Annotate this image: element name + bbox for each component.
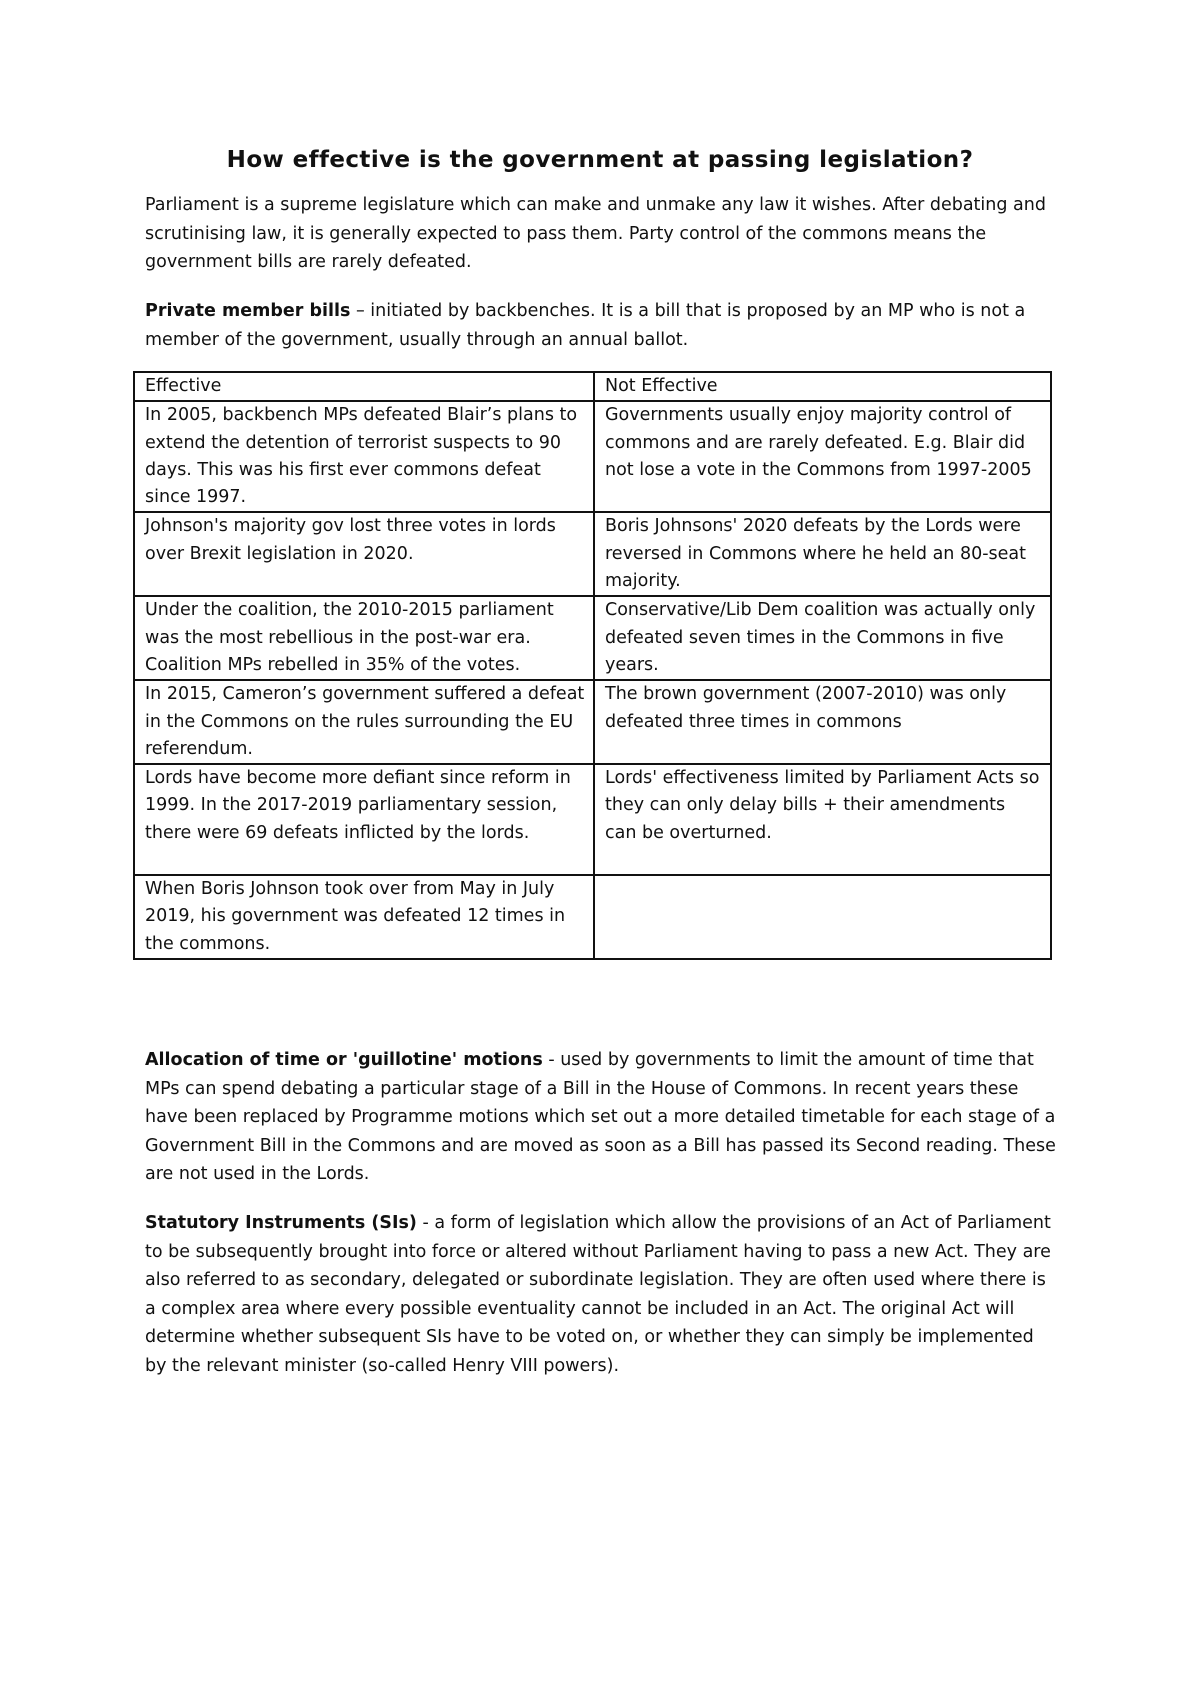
effectiveness-table-wrap	[133, 371, 1052, 960]
table-cell-effective: In 2015, Cameron’s government suffered a defeat in the Commons on the rules surrounding the EU referendum.	[134, 680, 594, 764]
table-row	[134, 875, 1051, 959]
statutory-instruments-paragraph	[145, 1209, 1060, 1380]
table-row	[134, 401, 1051, 512]
statutory-instruments-text: - a form of legislation which allow the provisions of an Act of Parliament to be subsequently brought into force or altered without Parliament having to pass a new Act. They are also referred to as secondary, delegated or subordinate legislation. They are often used where there is a complex area where every possible eventuality cannot be included in an Act. The original Act will determine whether subsequent SIs have to be voted on, or whether they can simply be implemented by the relevant minister (so-called Henry VIII powers).	[145, 1213, 1051, 1376]
effectiveness-table	[133, 371, 1052, 960]
table-cell-effective: Lords have become more defiant since reform in 1999. In the 2017-2019 parliamentary session, there were 69 defeats inflicted by the lords.	[134, 764, 594, 875]
table-cell-effective: In 2005, backbench MPs defeated Blair’s plans to extend the detention of terrorist suspects to 90 days. This was his first ever commons defeat since 1997.	[134, 401, 594, 512]
table-cell-not-effective: Lords' effectiveness limited by Parliament Acts so they can only delay bills + their amendments can be overturned.	[594, 764, 1051, 875]
table-cell-not-effective	[594, 875, 1051, 959]
table-header-not-effective: Not Effective	[594, 372, 1051, 401]
table-header-effective: Effective	[134, 372, 594, 401]
table-row	[134, 764, 1051, 875]
table-cell-effective: When Boris Johnson took over from May in July 2019, his government was defeated 12 times in the commons.	[134, 875, 594, 959]
table-cell-effective: Under the coalition, the 2010-2015 parliament was the most rebellious in the post-war era. Coalition MPs rebelled in 35% of the votes.	[134, 596, 594, 680]
table-row	[134, 512, 1051, 596]
page-title: How effective is the government at passing legislation?	[226, 147, 974, 173]
table-cell-not-effective: Conservative/Lib Dem coalition was actually only defeated seven times in the Commons in five years.	[594, 596, 1051, 680]
guillotine-paragraph	[145, 1046, 1060, 1189]
private-member-bills-text: – initiated by backbenches. It is a bill that is proposed by an MP who is not a member of the government, usually through an annual ballot.	[145, 301, 1026, 350]
private-member-bills-term: Private member bills	[145, 301, 351, 321]
table-cell-not-effective: Governments usually enjoy majority control of commons and are rarely defeated. E.g. Blair did not lose a vote in the Commons from 1997-2005	[594, 401, 1051, 512]
table-cell-not-effective: The brown government (2007-2010) was only defeated three times in commons	[594, 680, 1051, 764]
table-row	[134, 596, 1051, 680]
table-row	[134, 680, 1051, 764]
table-cell-effective: Johnson's majority gov lost three votes in lords over Brexit legislation in 2020.	[134, 512, 594, 596]
guillotine-term: Allocation of time or 'guillotine' motions	[145, 1050, 543, 1070]
table-cell-not-effective: Boris Johnsons' 2020 defeats by the Lords were reversed in Commons where he held an 80-seat majority.	[594, 512, 1051, 596]
table-header-row	[134, 372, 1051, 401]
guillotine-text: - used by governments to limit the amount of time that MPs can spend debating a particular stage of a Bill in the House of Commons. In recent years these have been replaced by Programme motions which set out a more detailed timetable for each stage of a Government Bill in the Commons and are moved as soon as a Bill has passed its Second reading. These are not used in the Lords.	[145, 1050, 1056, 1184]
private-member-bills-paragraph	[145, 297, 1060, 354]
statutory-instruments-term: Statutory Instruments (SIs)	[145, 1213, 417, 1233]
intro-paragraph: Parliament is a supreme legislature which can make and unmake any law it wishes. After debating and scrutinising law, it is generally expected to pass them. Party control of the commons means the government bills are rarely defeated.	[145, 195, 1046, 272]
